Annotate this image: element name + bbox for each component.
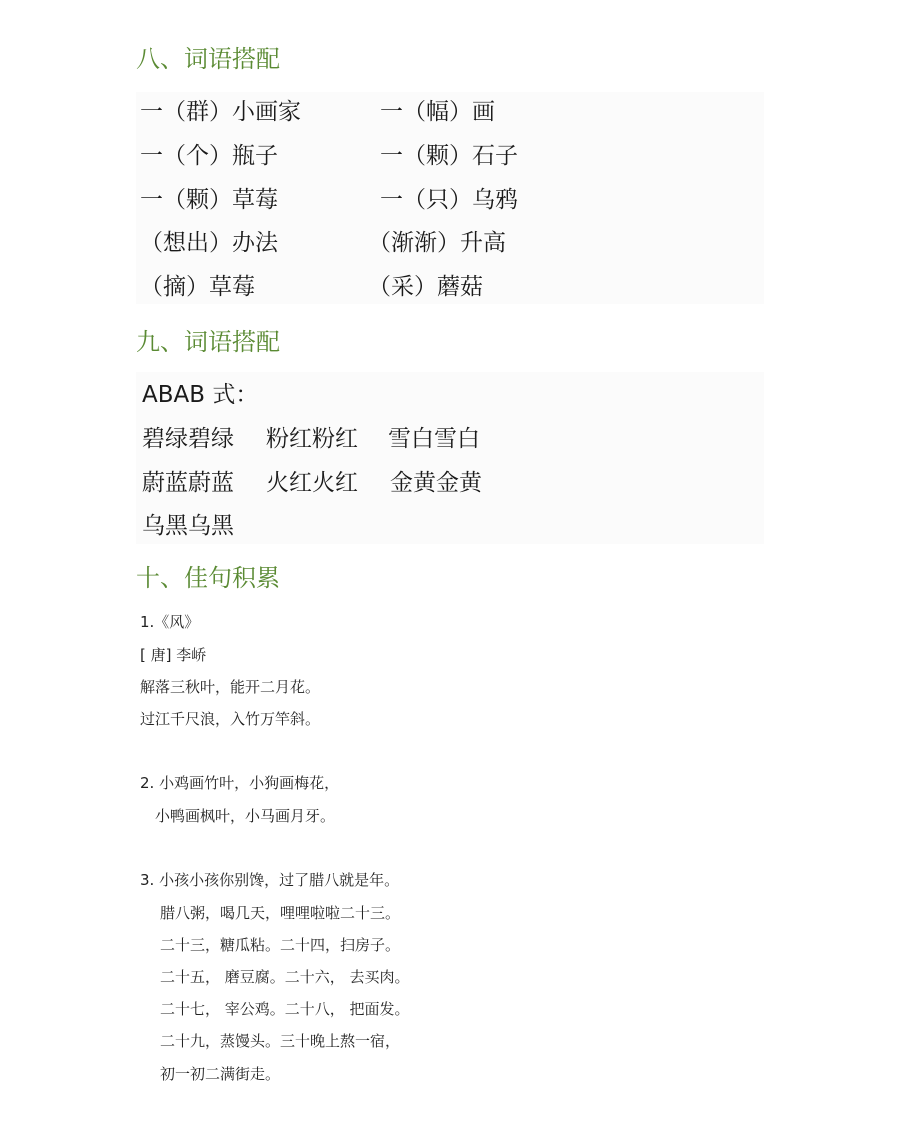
poem-2-line: 2. 小鸡画竹叶，小狗画梅花， <box>140 774 340 792</box>
section-8-title: 八、词语搭配 <box>136 45 280 73</box>
poem-3-line: 二十三，糖瓜粘。二十四，扫房子。 <box>160 936 401 954</box>
pair-left-3: 一（颗）草莓 <box>140 187 278 213</box>
pair-left-2: 一（个）瓶子 <box>140 143 278 169</box>
abab-word: 碧绿碧绿 <box>142 426 234 452</box>
poem-1-line: 解落三秋叶，能开二月花。 <box>140 678 321 696</box>
abab-word: 火红火红 <box>266 470 358 496</box>
poem-3-line: 二十九，蒸馒头。三十晚上熬一宿， <box>160 1032 401 1050</box>
poem-1-line: 过江千尺浪，入竹万竿斜。 <box>140 710 321 728</box>
poem-3-line: 初一初二满街走。 <box>160 1065 281 1083</box>
pair-left-5: （摘）草莓 <box>140 274 255 300</box>
abab-word: 金黄金黄 <box>390 470 482 496</box>
section-8-panel <box>136 92 764 304</box>
abab-word: 粉红粉红 <box>266 426 358 452</box>
section-9-title: 九、词语搭配 <box>136 328 280 356</box>
poem-1-line: 1.《风》 <box>140 613 200 631</box>
section-10-title: 十、佳句积累 <box>136 564 280 592</box>
section-9-panel <box>136 372 764 544</box>
poem-1-line: [ 唐] 李峤 <box>140 646 207 664</box>
poem-3-line: 3. 小孩小孩你别馋，过了腊八就是年。 <box>140 871 400 889</box>
pair-right-4: （渐渐）升高 <box>368 230 506 256</box>
poem-2-line: 小鸭画枫叶，小马画月牙。 <box>155 807 336 825</box>
pair-right-3: 一（只）乌鸦 <box>380 187 518 213</box>
poem-3-line: 二十七， 宰公鸡。二十八， 把面发。 <box>160 1000 410 1018</box>
pair-left-1: 一（群）小画家 <box>140 99 301 125</box>
abab-word: 蔚蓝蔚蓝 <box>142 470 234 496</box>
poem-3-line: 二十五， 磨豆腐。二十六， 去买肉。 <box>160 968 410 986</box>
abab-subtitle: ABAB 式： <box>142 382 259 408</box>
abab-word: 乌黑乌黑 <box>142 513 234 539</box>
abab-word: 雪白雪白 <box>388 426 480 452</box>
pair-left-4: （想出）办法 <box>140 230 278 256</box>
poem-3-line: 腊八粥，喝几天，哩哩啦啦二十三。 <box>160 904 401 922</box>
pair-right-2: 一（颗）石子 <box>380 143 518 169</box>
pair-right-5: （采）蘑菇 <box>368 274 483 300</box>
pair-right-1: 一（幅）画 <box>380 99 495 125</box>
